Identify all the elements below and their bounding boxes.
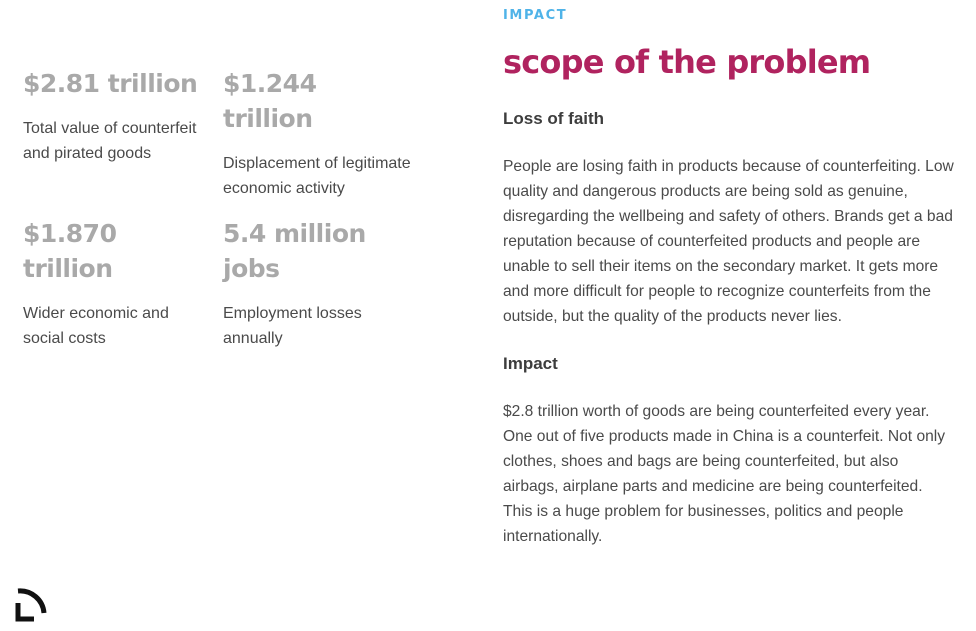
stat-displacement: [223, 66, 413, 201]
stat-value: $2.81 trillion: [23, 69, 198, 98]
section-body-loss-of-faith: People are losing faith in products because of counterfeiting. Low quality and dangerous products are being sold as genuine, disregarding the wellbeing and safety of others. Brands get a bad reputation because of counterfeited products and people are unable to sell their items on the secondary market. It gets more and more difficult for people to recognize counterfeits from the outside, but the quality of the products never lies.: [503, 158, 954, 325]
page-title: scope of the problem: [503, 43, 871, 81]
brand-logo-icon[interactable]: [12, 583, 52, 631]
stat-description: Employment losses annually: [223, 305, 362, 347]
section-heading-loss-of-faith: Loss of faith: [503, 109, 605, 128]
stat-description: Displacement of legitimate economic activity: [223, 155, 411, 197]
stat-total-value: [23, 66, 213, 166]
stat-wider-costs: [23, 216, 213, 351]
stat-description: Wider economic and social costs: [23, 305, 169, 347]
section-body-impact: $2.8 trillion worth of goods are being counterfeited every year. One out of five products made in China is a counterfeit. Not only clothes, shoes and bags are being counterfeited, but also airbags, airplane parts and medicine are being counterfeited. This is a huge problem for businesses, politics and people internationally.: [503, 403, 946, 545]
stat-description: Total value of counterfeit and pirated goods: [23, 120, 197, 162]
stat-employment-losses: [223, 216, 393, 351]
stat-value: $1.244 trillion: [223, 69, 317, 133]
section-eyebrow: IMPACT: [503, 8, 568, 23]
section-heading-impact: Impact: [503, 354, 558, 373]
stat-value: 5.4 million jobs: [223, 219, 366, 283]
stat-value: $1.870 trillion: [23, 219, 117, 283]
